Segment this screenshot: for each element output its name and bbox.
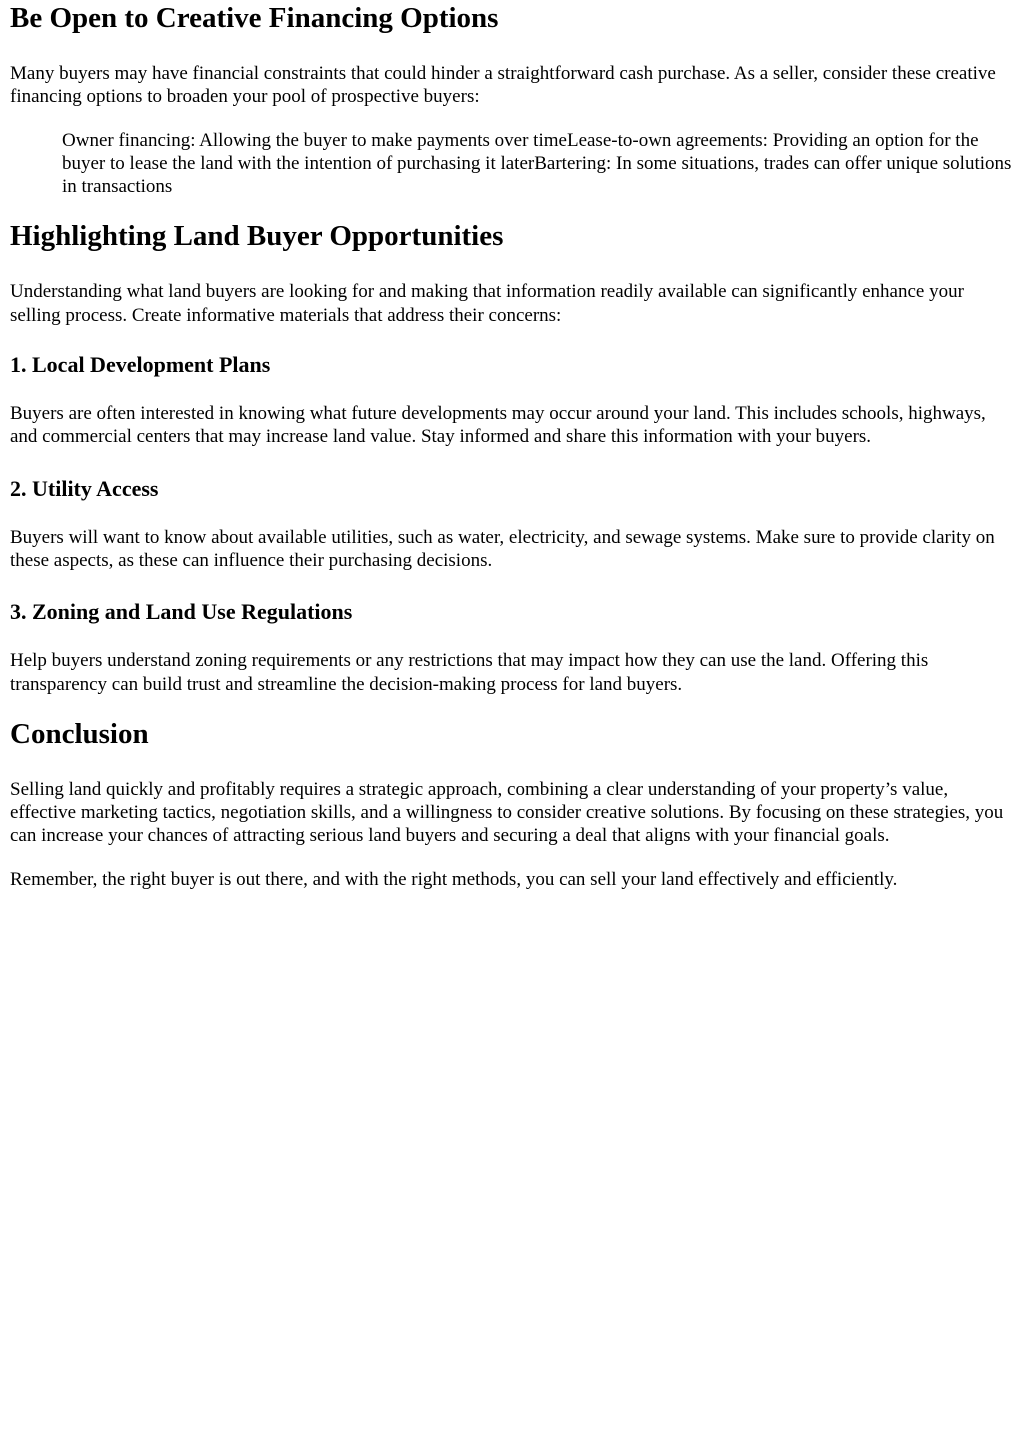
financing-intro-paragraph: Many buyers may have financial constraints that could hinder a straightforward cash purchase. As a seller, consider these creative financing options to broaden your pool of prospective buyers: [10, 63, 996, 108]
subheading-zoning-regulations: 3. Zoning and Land Use Regulations [10, 599, 353, 625]
opportunities-intro-paragraph: Understanding what land buyers are looking for and making that information readily available can significantly enhance your selling process. Create informative materials that address their concerns: [10, 281, 964, 326]
section-heading-conclusion: Conclusion [10, 717, 149, 750]
subheading-local-development-plans: 1. Local Development Plans [10, 352, 271, 378]
zoning-regulations-paragraph: Help buyers understand zoning requirements or any restrictions that may impact how they can use the land. Offering this transparency can build trust and streamline the decision-making process for land buyers. [10, 650, 929, 695]
utility-access-paragraph: Buyers will want to know about available utilities, such as water, electricity, and sewage systems. Make sure to provide clarity on these aspects, as these can influence their purchasing decisions. [10, 526, 995, 571]
conclusion-closing-paragraph: Remember, the right buyer is out there, and with the right methods, you can sell your land effectively and efficiently. [10, 868, 898, 890]
subheading-utility-access: 2. Utility Access [10, 475, 159, 501]
local-development-plans-paragraph: Buyers are often interested in knowing what future developments may occur around your land. This includes schools, highways, and commercial centers that may increase land value. Stay informed and share this information with your buyers. [10, 403, 986, 448]
conclusion-paragraph: Selling land quickly and profitably requires a strategic approach, combining a clear understanding of your property’s value, effective marketing tactics, negotiation skills, and a willingness to consider creative solutions. By focusing on these strategies, you can increase your chances of attracting serious land buyers and securing a deal that aligns with your financial goals. [10, 778, 1004, 847]
section-heading-financing: Be Open to Creative Financing Options [10, 2, 499, 34]
section-heading-opportunities: Highlighting Land Buyer Opportunities [10, 220, 504, 253]
financing-options-blockquote: Owner financing: Allowing the buyer to make payments over timeLease-to-own agreements: Providing an option for the buyer to lease the land with the intention of purchasing it laterBartering: In some situations, trades can offer unique solutions in transactions [62, 129, 1012, 198]
